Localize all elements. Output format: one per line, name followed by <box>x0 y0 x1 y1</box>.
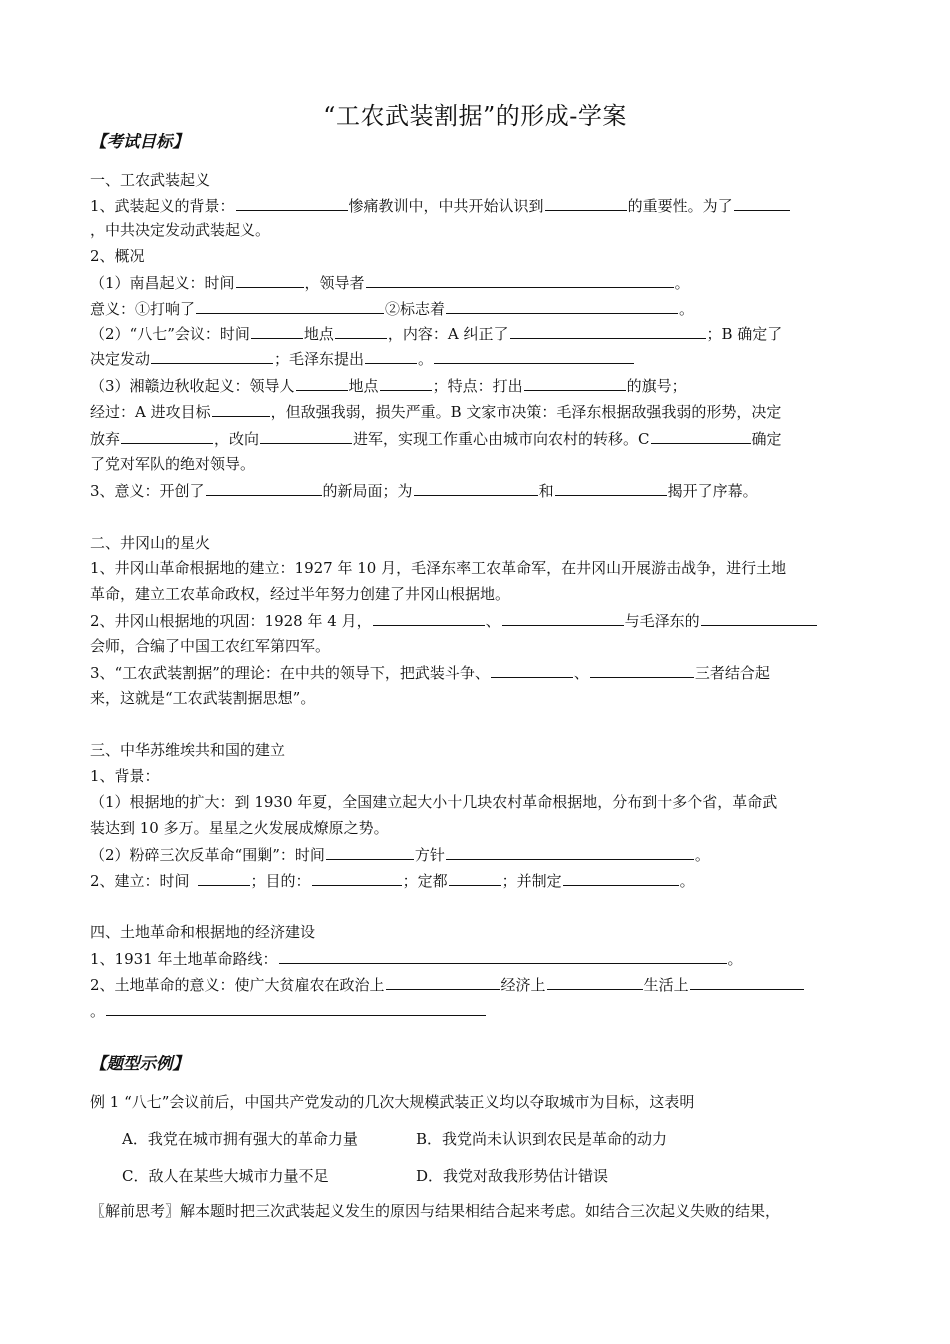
example-question: 例 1 “八七”会议前后，中国共产党发动的几次大规模武装正义均以夺取城市为目标，这表明 <box>90 1093 695 1111</box>
blank[interactable] <box>373 610 485 626</box>
example-heading: 【题型示例】 <box>90 1054 189 1073</box>
blank[interactable] <box>251 323 303 339</box>
blank[interactable] <box>366 272 674 288</box>
s3-line-1: 1、背景： <box>90 767 160 785</box>
section-4-heading: 四、土地革命和根据地的经济建设 <box>90 923 316 941</box>
blank[interactable] <box>701 610 817 626</box>
s4-line-3: 。 <box>90 1000 487 1021</box>
page-title: “工农武装割据”的形成-学案 <box>323 102 627 130</box>
s2-line-3: 2、井冈山根据地的巩固：1928 年 4 月， 、 与毛泽东的 <box>90 610 818 631</box>
s3-line-5: 2、建立：时间 ；目的： ；定都 ；并制定 。 <box>90 872 695 890</box>
blank[interactable] <box>555 480 667 496</box>
section-3-heading: 三、中华苏维埃共和国的建立 <box>90 741 286 759</box>
blank[interactable] <box>296 375 348 391</box>
blank[interactable] <box>386 974 500 990</box>
blank[interactable] <box>236 272 304 288</box>
option-b[interactable]: B．我党尚未认识到农民是革命的动力 <box>416 1130 668 1148</box>
blank[interactable] <box>212 401 270 417</box>
blank[interactable] <box>380 375 432 391</box>
blank[interactable] <box>121 428 213 444</box>
s1-line-9: 经过：A 进攻目标 ，但敌强我弱，损失严重。B 文家市决策：毛泽东根据敌强我弱的形势，决定 <box>90 403 782 421</box>
blank[interactable] <box>279 948 727 964</box>
blank[interactable] <box>446 298 678 314</box>
s2-line-2: 革命，建立工农革命政权，经过半年努力创建了井冈山根据地。 <box>90 585 511 603</box>
s2-line-6: 来，这就是“工农武装割据思想”。 <box>90 689 316 707</box>
blank[interactable] <box>260 428 352 444</box>
blank[interactable] <box>734 195 790 211</box>
blank[interactable] <box>106 1000 486 1016</box>
s1-line-8: （3）湘赣边秋收起义：领导人 地点 ；特点：打出 的旗号； <box>90 377 687 395</box>
s2-line-4: 会师，合编了中国工农红军第四军。 <box>90 637 331 655</box>
blank[interactable] <box>524 375 626 391</box>
blank[interactable] <box>510 323 706 339</box>
s1-line-3: 2、概况 <box>90 247 145 265</box>
blank[interactable] <box>196 298 384 314</box>
blank[interactable] <box>365 348 417 364</box>
blank[interactable] <box>434 348 634 364</box>
s2-line-5: 3、“工农武装割据”的理论：在中共的领导下，把武装斗争、 、 三者结合起 <box>90 664 770 682</box>
blank[interactable] <box>449 870 501 886</box>
s1-line-7: 决定发动 ；毛泽东提出 。 <box>90 348 635 369</box>
blank[interactable] <box>491 662 573 678</box>
blank[interactable] <box>236 195 348 211</box>
blank[interactable] <box>547 974 643 990</box>
blank[interactable] <box>198 870 250 886</box>
blank[interactable] <box>312 870 402 886</box>
blank[interactable] <box>563 870 679 886</box>
s3-line-2: （1）根据地的扩大：到 1930 年夏，全国建立起大小十几块农村革命根据地，分布到十多个省，革命武 <box>90 793 778 811</box>
s4-line-2: 2、土地革命的意义：使广大贫雇农在政治上 经济上 生活上 <box>90 974 805 995</box>
blank[interactable] <box>590 662 694 678</box>
s1-line-12: 3、意义：开创了 的新局面；为 和 揭开了序幕。 <box>90 482 758 500</box>
blank[interactable] <box>151 348 273 364</box>
blank[interactable] <box>335 323 387 339</box>
blank[interactable] <box>545 195 627 211</box>
s1-line-6: （2）“八七”会议：时间 地点 ，内容：A 纠正了 ；B 确定了 <box>90 325 783 343</box>
s1-line-11: 了党对军队的绝对领导。 <box>90 455 256 473</box>
s1-line-5: 意义：①打响了 ②标志着 。 <box>90 300 695 318</box>
blank[interactable] <box>502 610 624 626</box>
s1-line-2: ，中共决定发动武装起义。 <box>90 221 271 239</box>
exam-objectives-heading: 【考试目标】 <box>90 132 189 151</box>
blank[interactable] <box>206 480 322 496</box>
blank[interactable] <box>446 844 694 860</box>
blank[interactable] <box>414 480 538 496</box>
blank[interactable] <box>326 844 414 860</box>
s1-line-4: （1）南昌起义：时间 ，领导者 。 <box>90 274 690 292</box>
s3-line-4: （2）粉碎三次反革命“围剿”：时间 方针 。 <box>90 846 710 864</box>
blank[interactable] <box>690 974 804 990</box>
section-2-heading: 二、井冈山的星火 <box>90 534 211 552</box>
section-1-heading: 一、工农武装起义 <box>90 171 211 189</box>
pre-solve-thinking: 〖解前思考〗解本题时把三次武装起义发生的原因与结果相结合起来考虑。如结合三次起义失败的结果， <box>90 1202 781 1220</box>
s1-line-1: 1、武装起义的背景： 惨痛教训中，中共开始认识到 的重要性。为了 <box>90 195 791 216</box>
option-c[interactable]: C．敌人在某些大城市力量不足 <box>122 1167 329 1185</box>
option-d[interactable]: D．我党对敌我形势估计错误 <box>416 1167 609 1185</box>
s4-line-1: 1、1931 年土地革命路线： 。 <box>90 950 743 968</box>
s3-line-3: 装达到 10 多万。星星之火发展成燎原之势。 <box>90 819 389 837</box>
option-a[interactable]: A．我党在城市拥有强大的革命力量 <box>122 1130 358 1148</box>
s2-line-1: 1、井冈山革命根据地的建立：1927 年 10 月，毛泽东率工农革命军，在井冈山开展游击战争，进行土地 <box>90 559 787 577</box>
s1-line-10: 放弃 ，改向 进军，实现工作重心由城市向农村的转移。C 确定 <box>90 430 782 448</box>
blank[interactable] <box>651 428 751 444</box>
